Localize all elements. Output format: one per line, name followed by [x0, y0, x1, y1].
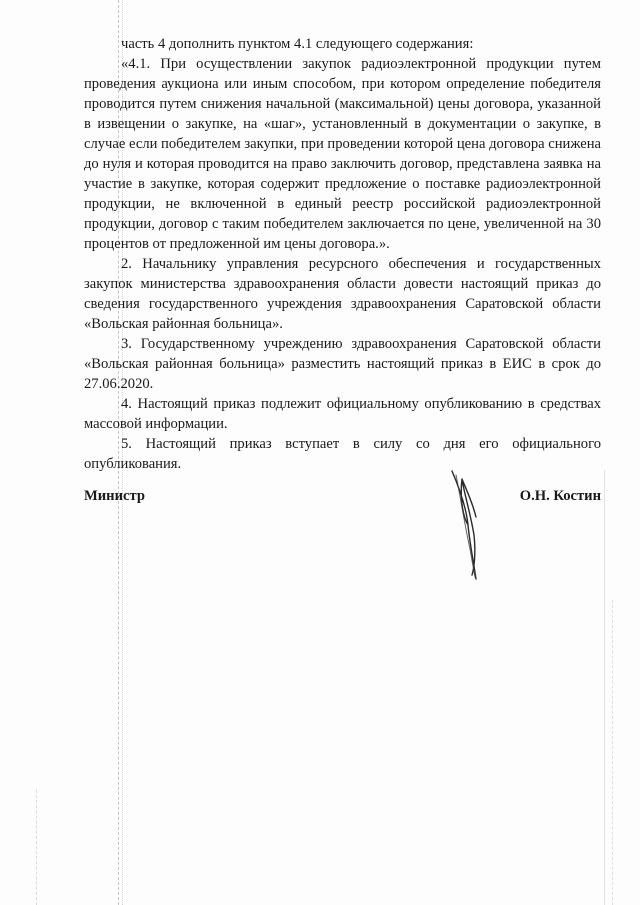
- paragraph-intro: часть 4 дополнить пунктом 4.1 следующего содержания:: [121, 36, 474, 52]
- signature-block: [84, 485, 601, 605]
- signatory-name: О.Н. Костин: [519, 488, 601, 504]
- handwritten-signature: [444, 465, 484, 585]
- paragraph-item-4: 4. Настоящий приказ подлежит официальному опубликованию в средствах массовой информации.: [84, 396, 601, 432]
- scan-artifact-line: [612, 600, 613, 905]
- scan-artifact-line: [604, 470, 605, 905]
- document-body: [84, 34, 601, 474]
- paragraph-item-2: 2. Начальнику управления ресурсного обеспечения и государственных закупок министерства здравоохранения области довести настоящий приказ до сведения государственного учреждения здравоохранения Саратовской области «Вольская районная больница».: [84, 256, 601, 332]
- paragraph-item-3: 3. Государственному учреждению здравоохранения Саратовской области «Вольская районная больница» разместить настоящий приказ в ЕИС в срок до 27.06.2020.: [84, 336, 601, 392]
- signatory-title: Министр: [84, 488, 145, 504]
- scan-artifact-line: [36, 790, 37, 905]
- paragraph-item-5: 5. Настоящий приказ вступает в силу со дня его официального опубликования.: [84, 436, 601, 472]
- paragraph-clause-4-1: «4.1. При осуществлении закупок радиоэлектронной продукции путем проведения аукциона или иным способом, при котором определение победителя проводится путем снижения начальной (максимальной) цены договора, указанной в извещении о закупке, на «шаг», установленный в документации о закупке, в случае если победителем закупки, при проведении которой цена договора снижена до нуля и которая проводится на право заключить договор, представлена заявка на участие в закупке, которая содержит предложение о поставке радиоэлектронной продукции, не включенной в единый реестр российской радиоэлектронной продукции, договор с таким победителем заключается по цене, увеличенной на 30 процентов от предложенной им цены договора.».: [84, 56, 602, 252]
